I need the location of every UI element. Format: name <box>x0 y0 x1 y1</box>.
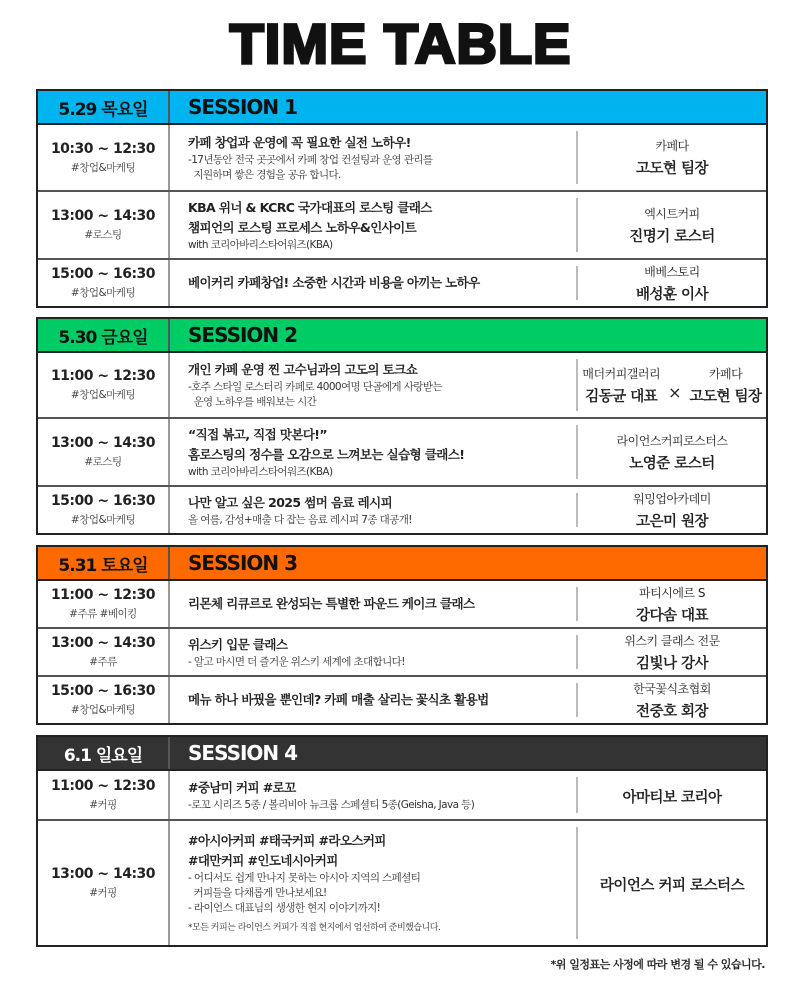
speaker-cell <box>578 192 766 258</box>
session-3 <box>36 545 768 725</box>
speaker <box>636 263 708 304</box>
session-4 <box>36 735 768 947</box>
class-description <box>170 635 578 669</box>
speaker-cell <box>578 125 766 190</box>
session-name: SESSION 3 <box>188 551 298 575</box>
class-title: KBA 위너 & KCRC 국가대표의 로스팅 클래스 <box>188 199 432 215</box>
speaker <box>633 680 711 721</box>
category-tag: #창업&마케팅 <box>70 161 136 174</box>
session-date: 5.31 토요일 <box>38 547 170 579</box>
speaker-name: 강다솜 대표 <box>635 607 709 624</box>
speaker-organization: 라이언스커피로스터스 <box>616 433 728 448</box>
time-cell <box>38 581 170 627</box>
class-title: #대만커피 #인도네시아커피 <box>188 852 338 868</box>
speaker-name: 전중호 회장 <box>635 703 709 720</box>
speaker-name: 김빛나 강사 <box>635 655 709 672</box>
class-title: 나만 알고 싶은 2025 썸머 음료 레시피 <box>188 494 393 510</box>
speaker-name: 라이언스 커피 로스터스 <box>599 878 745 894</box>
time-cell <box>38 260 170 306</box>
speaker-cell <box>578 677 766 723</box>
speaker-cell <box>578 260 766 306</box>
table-row <box>38 353 766 419</box>
speaker-cell <box>578 487 766 533</box>
category-tag: #로스팅 <box>84 456 122 468</box>
speaker <box>689 365 761 406</box>
session-name: SESSION 1 <box>188 95 298 119</box>
speaker-name: 김동균 대표 <box>585 388 658 405</box>
time-range: 10:30 ~ 12:30 <box>50 140 156 157</box>
speaker-organization: 워밍업아카데미 <box>633 491 711 506</box>
speaker-organization: 매더커피갤러리 <box>582 366 661 381</box>
class-description <box>170 359 578 411</box>
class-detail: 커피들을 다채롭게 만나보세요! <box>188 886 327 899</box>
table-row <box>38 192 766 260</box>
speaker-name: 고은미 원장 <box>635 513 709 530</box>
class-description <box>170 425 578 479</box>
class-description <box>170 587 578 621</box>
speaker-organization: 카페다 <box>708 366 743 381</box>
time-cell <box>38 821 170 945</box>
speaker-name: 배성훈 이사 <box>635 286 709 303</box>
speaker-cell <box>578 419 766 485</box>
time-range: 15:00 ~ 16:30 <box>50 683 156 699</box>
time-range: 15:00 ~ 16:30 <box>50 266 156 282</box>
speaker-name: 노영준 로스터 <box>629 455 715 472</box>
speaker-organization: 한국꽃식초협회 <box>633 681 711 696</box>
speaker-organization: 파티시에르 S <box>639 585 705 600</box>
speaker-name: 고도현 팀장 <box>635 161 709 177</box>
speaker <box>633 490 711 531</box>
category-tag: #로스팅 <box>84 229 122 241</box>
class-detail: -호주 스타일 로스터리 카페로 4000여명 단골에게 사랑받는 <box>188 381 442 393</box>
class-description <box>170 266 578 300</box>
category-tag: #주류 #베이킹 <box>69 608 137 620</box>
class-title: “직접 볶고, 직접 맛본다!” <box>188 426 328 442</box>
class-title: 카페 창업과 운영에 꼭 필요한 실전 노하우! <box>188 134 411 150</box>
speaker-organization: 배베스토리 <box>644 264 700 279</box>
category-tag: #커핑 <box>89 887 117 899</box>
session-2 <box>36 317 768 535</box>
speaker <box>629 205 715 246</box>
table-row <box>38 821 766 945</box>
category-tag: #커핑 <box>89 799 117 811</box>
time-cell <box>38 192 170 258</box>
class-description <box>170 131 578 184</box>
speaker <box>636 137 708 178</box>
speaker-cell <box>578 581 766 627</box>
table-row <box>38 260 766 306</box>
class-detail: - 어디서도 쉽게 만나지 못하는 아시아 지역의 스페셜티 <box>188 871 421 884</box>
class-title: 홈로스팅의 정수를 오감으로 느껴보는 실습형 클래스! <box>188 446 465 462</box>
class-title: 위스키 입문 클래스 <box>188 636 288 652</box>
category-tag: #주류 <box>89 656 117 668</box>
time-range: 15:00 ~ 16:30 <box>50 493 156 509</box>
category-tag: #창업&마케팅 <box>70 514 136 526</box>
table-row <box>38 487 766 533</box>
table-row <box>38 581 766 629</box>
page-title: TIME TABLE <box>229 12 572 75</box>
time-cell <box>38 487 170 533</box>
speaker-cell <box>578 821 766 945</box>
class-detail: 올 여름, 감성+매출 다 잡는 음료 레시피 7종 대공개! <box>188 513 412 526</box>
class-title: #아시아커피 #태국커피 #라오스커피 <box>188 832 386 848</box>
class-description <box>170 683 578 717</box>
class-detail: with 코리아바리스타어워즈(KBA) <box>188 465 333 478</box>
session-name: SESSION 4 <box>188 741 298 765</box>
time-cell <box>38 629 170 675</box>
time-cell <box>38 771 170 819</box>
table-row <box>38 771 766 821</box>
session-header <box>38 91 766 125</box>
class-title: #중남미 커피 #로꼬 <box>188 779 296 795</box>
session-date: 5.29 목요일 <box>38 91 170 123</box>
speaker <box>622 783 721 807</box>
class-description <box>170 827 578 939</box>
time-range: 13:00 ~ 14:30 <box>50 635 156 651</box>
table-row <box>38 125 766 192</box>
time-range: 13:00 ~ 14:30 <box>50 208 156 224</box>
class-detail: with 코리아바리스타어워즈(KBA) <box>188 238 333 251</box>
session-name: SESSION 2 <box>188 323 298 347</box>
speaker <box>636 584 708 625</box>
speaker <box>582 365 660 406</box>
speaker <box>617 432 728 473</box>
class-detail: -17년동안 전국 곳곳에서 카페 창업 컨설팅과 운영 관리를 <box>188 153 433 166</box>
class-title: 챔피언의 로스팅 프로세스 노하우&인사이트 <box>188 219 417 235</box>
class-title: 개인 카페 운영 찐 고수님과의 고도의 토크쇼 <box>188 362 418 377</box>
speaker-cell <box>578 353 766 417</box>
session-1 <box>36 89 768 308</box>
time-cell <box>38 419 170 485</box>
class-detail: - 알고 마시면 더 즐거운 위스키 세계에 초대합니다! <box>188 655 405 668</box>
time-cell <box>38 677 170 723</box>
class-detail: - 라이언스 대표님의 생생한 현지 이야기까지! <box>188 901 381 914</box>
speaker-name: 고도현 팀장 <box>689 388 762 405</box>
time-range: 13:00 ~ 14:30 <box>50 435 156 451</box>
category-tag: #창업&마케팅 <box>70 704 136 716</box>
session-header <box>38 737 766 771</box>
table-row <box>38 629 766 677</box>
category-tag: #창업&마케팅 <box>70 287 136 299</box>
speaker-name: 아마티보 코리아 <box>622 790 722 806</box>
class-title: 리몬체 리큐르로 완성되는 특별한 파운드 케이크 클래스 <box>188 596 475 611</box>
table-row <box>38 419 766 487</box>
time-cell <box>38 353 170 417</box>
class-description <box>170 198 578 252</box>
class-detail: -로꼬 시리즈 5종 / 볼리비아 뉴크롭 스페셜티 5종(Geisha, Java 등) <box>188 798 475 811</box>
session-header <box>38 547 766 581</box>
table-row <box>38 677 766 723</box>
time-cell <box>38 125 170 190</box>
speaker <box>624 632 719 673</box>
collab-x: × <box>668 382 682 402</box>
time-range: 13:00 ~ 14:30 <box>50 866 156 882</box>
session-header <box>38 319 766 353</box>
class-title: 베이커리 카페창업! 소중한 시간과 비용을 아끼는 노하우 <box>188 275 480 290</box>
class-detail: 운영 노하우를 배워보는 시간 <box>188 396 317 408</box>
time-range: 11:00 ~ 12:30 <box>50 587 156 603</box>
class-description <box>170 777 578 813</box>
speaker-name: 진명기 로스터 <box>629 228 715 245</box>
time-range: 11:00 ~ 12:30 <box>50 778 156 794</box>
session-date: 6.1 일요일 <box>38 737 170 769</box>
session-date: 5.30 금요일 <box>38 319 170 351</box>
class-note: *모든 커피는 라이언스 커피가 직접 현지에서 엄선하여 준비했습니다. <box>188 922 441 933</box>
speaker-cell <box>578 771 766 819</box>
speaker <box>600 871 744 895</box>
category-tag: #창업&마케팅 <box>70 389 136 401</box>
speaker-organization: 카페다 <box>655 139 689 153</box>
class-description <box>170 493 578 527</box>
speaker-organization: 엑시트커피 <box>644 206 700 221</box>
speaker-organization: 위스키 클래스 전문 <box>624 633 720 648</box>
time-range: 11:00 ~ 12:30 <box>50 368 156 384</box>
class-title: 메뉴 하나 바꿨을 뿐인데? 카페 매출 살리는 꽃식초 활용법 <box>188 692 489 707</box>
class-detail: 지원하며 쌓은 경험을 공유 합니다. <box>188 168 341 181</box>
footer-note: *위 일정표는 사정에 따라 변경 될 수 있습니다. <box>550 958 765 971</box>
speaker-cell <box>578 629 766 675</box>
